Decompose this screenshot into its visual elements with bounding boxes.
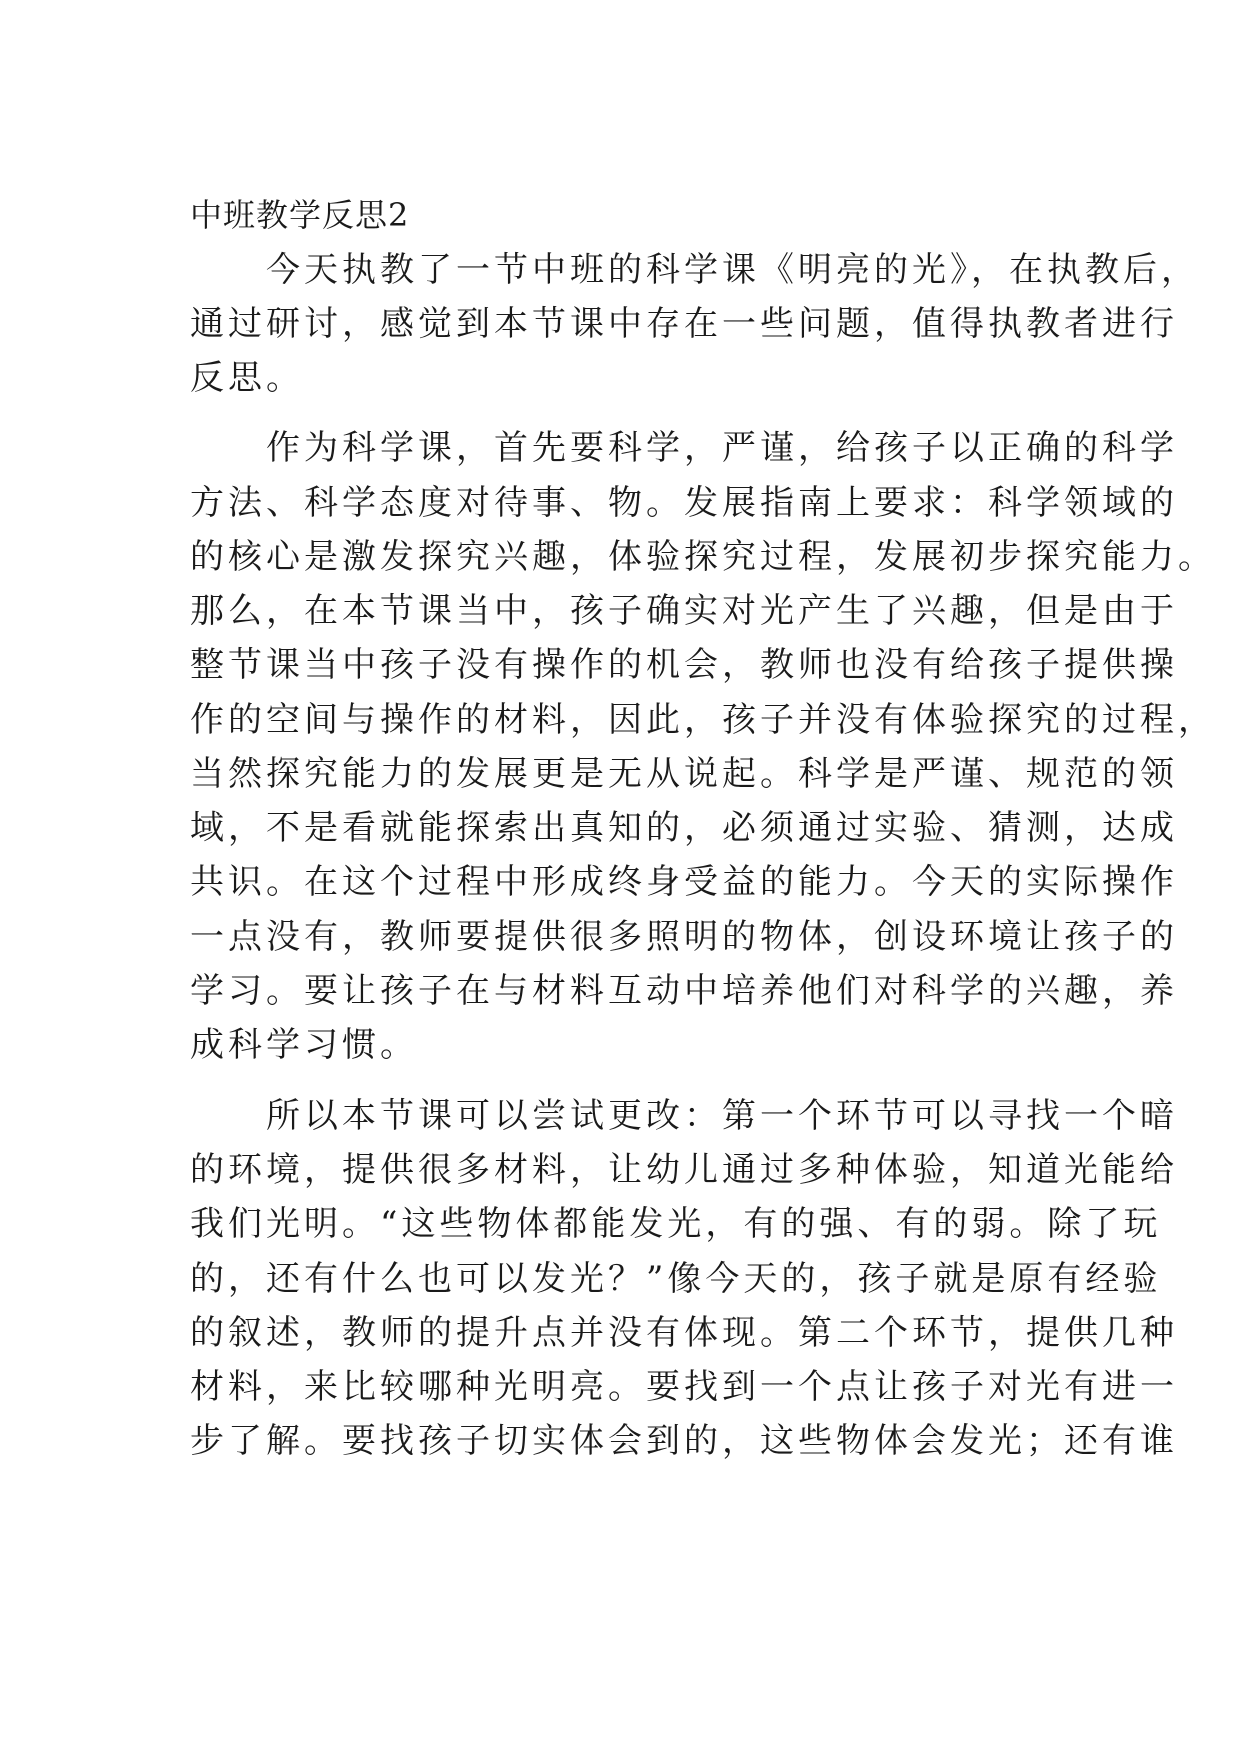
text-line: 整节课当中孩子没有操作的机会，教师也没有给孩子提供操 (190, 645, 1178, 685)
text-line: 材料，来比较哪种光明亮。要找到一个点让孩子对光有进一 (190, 1367, 1178, 1407)
text-line: 学习。要让孩子在与材料互动中培养他们对科学的兴趣，养 (190, 971, 1178, 1011)
text-line: 作的空间与操作的材料，因此，孩子并没有体验探究的过程， (190, 700, 1216, 740)
text-line: 所以本节课可以尝试更改：第一个环节可以寻找一个暗 (190, 1096, 1178, 1136)
text-line: 成科学习惯。 (190, 1025, 418, 1065)
text-line: 步了解。要找孩子切实体会到的，这些物体会发光；还有谁 (190, 1421, 1178, 1461)
text-line: 一点没有，教师要提供很多照明的物体，创设环境让孩子的 (190, 917, 1178, 957)
text-line: 的核心是激发探究兴趣，体验探究过程，发展初步探究能力。 (190, 537, 1216, 577)
text-line: 通过研讨，感觉到本节课中存在一些问题，值得执教者进行 (190, 304, 1178, 344)
text-line: 今天执教了一节中班的科学课《明亮的光》，在执教后， (190, 250, 1199, 290)
text-line: 的环境，提供很多材料，让幼儿通过多种体验，知道光能给 (190, 1150, 1178, 1190)
section-heading: 中班教学反思2 (190, 196, 410, 234)
text-line: 作为科学课，首先要科学，严谨，给孩子以正确的科学 (190, 428, 1178, 468)
text-line: 域，不是看就能探索出真知的，必须通过实验、猜测，达成 (190, 808, 1178, 848)
text-line: 的，还有什么也可以发光？”像今天的，孩子就是原有经验 (190, 1259, 1162, 1299)
text-line: 当然探究能力的发展更是无从说起。科学是严谨、规范的领 (190, 754, 1178, 794)
text-line: 我们光明。“这些物体都能发光，有的强、有的弱。除了玩 (190, 1204, 1162, 1244)
text-line: 方法、科学态度对待事、物。发展指南上要求：科学领域的 (190, 483, 1178, 523)
text-line: 那么，在本节课当中，孩子确实对光产生了兴趣，但是由于 (190, 591, 1178, 631)
text-line: 共识。在这个过程中形成终身受益的能力。今天的实际操作 (190, 862, 1178, 902)
text-line: 反思。 (190, 358, 304, 398)
text-line: 的叙述，教师的提升点并没有体现。第二个环节，提供几种 (190, 1313, 1178, 1353)
